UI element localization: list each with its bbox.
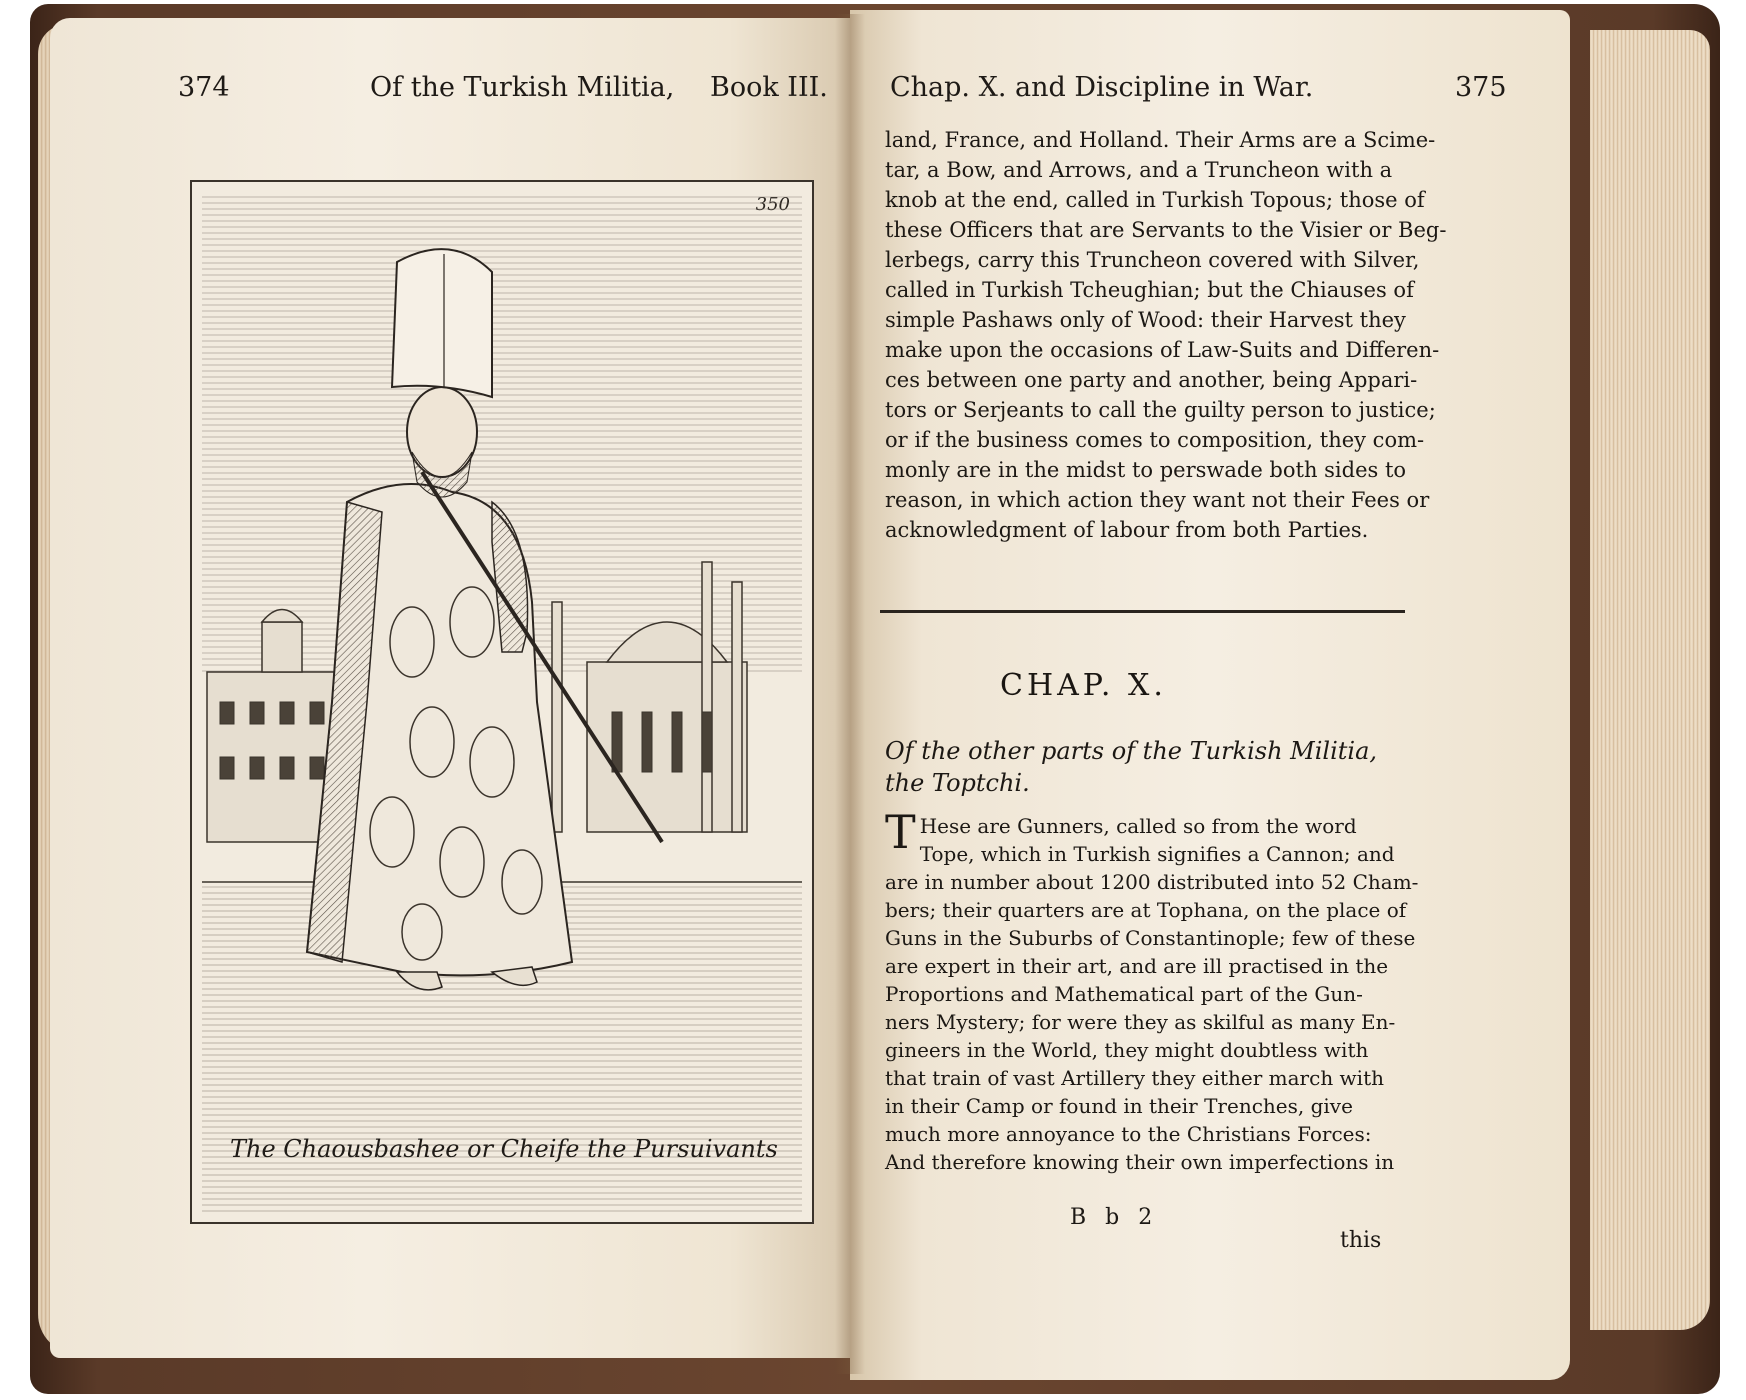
text-line: Proportions and Mathematical part of the Gun- [885, 982, 1363, 1006]
text-line: tar, a Bow, and Arrows, and a Truncheon with a [885, 158, 1393, 182]
engraving-illustration [192, 182, 812, 1222]
text-line: these Officers that are Servants to the Visier or Beg- [885, 218, 1447, 242]
text-line: make upon the occasions of Law-Suits and Differen- [885, 338, 1440, 362]
text-line: monly are in the midst to perswade both sides to [885, 458, 1407, 482]
chapter-reference: Chap. X. [890, 72, 1007, 103]
right-page-number: 375 [1455, 72, 1507, 103]
text-line: bers; their quarters are at Tophana, on the place of [885, 898, 1407, 922]
text-line: ces between one party and another, being Appari- [885, 368, 1418, 392]
chapter-body-text [885, 805, 1419, 1176]
text-line: knob at the end, called in Turkish Topous; those of [885, 188, 1425, 212]
chapter-subtitle: Of the other parts of the Turkish Militia, the Toptchi. [885, 737, 1378, 797]
text-line: land, France, and Holland. Their Arms are a Scime- [885, 128, 1436, 152]
plate-caption: The Chaousbashee or Cheife the Pursuivants [230, 1135, 778, 1163]
continued-text-block [885, 125, 1447, 545]
text-line: are in number about 1200 distributed into 52 Cham- [885, 870, 1419, 894]
text-line: Hese are Gunners, called so from the word [919, 814, 1357, 838]
text-line: called in Turkish Tcheughian; but the Chiauses of [885, 278, 1414, 302]
catchword: this [1340, 1228, 1382, 1253]
text-line: that train of vast Artillery they either march with [885, 1066, 1384, 1090]
right-running-title: and Discipline in War. [1015, 72, 1314, 103]
text-line: reason, in which action they want not their Fees or [885, 488, 1430, 512]
text-line: much more annoyance to the Christians Forces: [885, 1122, 1372, 1146]
text-line: Tope, which in Turkish signifies a Cannon; and [919, 842, 1395, 866]
text-line: simple Pashaws only of Wood: their Harvest they [885, 308, 1406, 332]
gutter-shadow [835, 14, 865, 1374]
text-line: gineers in the World, they might doubtless with [885, 1038, 1369, 1062]
left-page-number: 374 [178, 72, 230, 103]
left-running-title: Of the Turkish Militia, [370, 72, 675, 103]
text-line: ners Mystery; for were they as skilful as many En- [885, 1010, 1396, 1034]
figure-turban [392, 249, 492, 397]
engraving-plate [190, 180, 814, 1224]
text-line: in their Camp or found in their Trenches, give [885, 1094, 1353, 1118]
text-line: Guns in the Suburbs of Constantinople; few of these [885, 926, 1416, 950]
text-line: acknowledgment of labour from both Parties. [885, 518, 1369, 542]
signature-mark: B b 2 [1070, 1205, 1159, 1230]
right-page-edges [1590, 30, 1710, 1330]
drop-cap: T [885, 805, 916, 859]
text-line: are expert in their art, and are ill practised in the [885, 954, 1389, 978]
text-line: lerbegs, carry this Truncheon covered with Silver, [885, 248, 1420, 272]
book-label: Book III. [710, 72, 828, 103]
chapter-heading: CHAP. X. [1000, 668, 1167, 703]
text-line: tors or Serjeants to call the guilty person to justice; [885, 398, 1436, 422]
text-line: or if the business comes to composition, they com- [885, 428, 1425, 452]
section-rule [880, 610, 1405, 613]
text-line: And therefore knowing their own imperfections in [885, 1150, 1395, 1174]
